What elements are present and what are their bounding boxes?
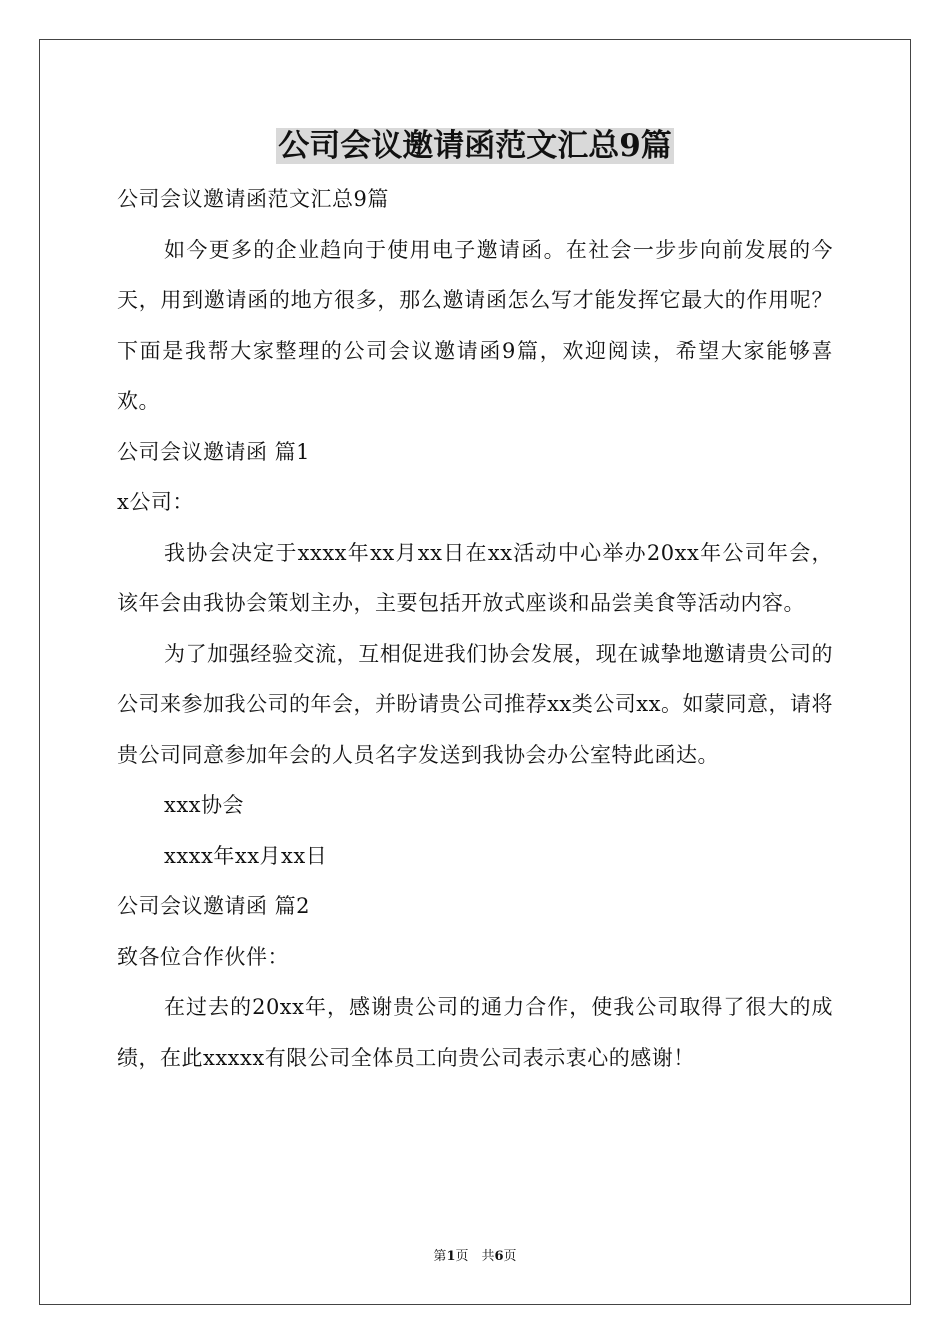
document-title-text: 公司会议邀请函范文汇总9篇 — [278, 128, 672, 164]
intro-paragraph: 如今更多的企业趋向于使用电子邀请函。在社会一步步向前发展的今天，用到邀请函的地方很多，那么邀请函怎么写才能发挥它最大的作用呢？下面是我帮大家整理的公司会议邀请函9篇，欢迎阅读，希望大家能够喜欢。 — [117, 237, 833, 413]
section-1-signature: xxx协会 — [164, 793, 245, 817]
footer-page-mid: 页 共 — [455, 1249, 495, 1264]
section-1-paragraph-1: 我协会决定于xxxx年xx月xx日在xx活动中心举办20xx年公司年会，该年会由我协会策划主办，主要包括开放式座谈和品尝美食等活动内容。 — [117, 540, 833, 615]
footer-page-prefix: 第 — [433, 1249, 447, 1264]
footer-page-total: 6 — [494, 1249, 504, 1264]
section-1-paragraph-2: 为了加强经验交流，互相促进我们协会发展，现在诚挚地邀请贵公司的公司来参加我公司的年会，并盼请贵公司推荐xx类公司xx。如蒙同意，请将贵公司同意参加年会的人员名字发送到我协会办公室特此函达。 — [117, 641, 833, 767]
page-footer — [0, 1248, 950, 1266]
section-1-salutation: x公司： — [117, 490, 194, 514]
section-1-date: xxxx年xx月xx日 — [164, 843, 328, 868]
document-subtitle: 公司会议邀请函范文汇总9篇 — [117, 187, 389, 211]
section-2-salutation: 致各位合作伙伴： — [117, 944, 289, 969]
document-title — [0, 124, 950, 168]
footer-page-current: 1 — [446, 1249, 456, 1264]
section-2-paragraph-1: 在过去的20xx年，感谢贵公司的通力合作，使我公司取得了很大的成绩，在此xxxxx有限公司全体员工向贵公司表示衷心的感谢！ — [117, 995, 833, 1070]
section-heading-1: 公司会议邀请函 篇1 — [117, 439, 311, 464]
document-body — [117, 174, 833, 1083]
section-heading-2: 公司会议邀请函 篇2 — [117, 894, 311, 918]
footer-page-suffix: 页 — [503, 1249, 517, 1264]
